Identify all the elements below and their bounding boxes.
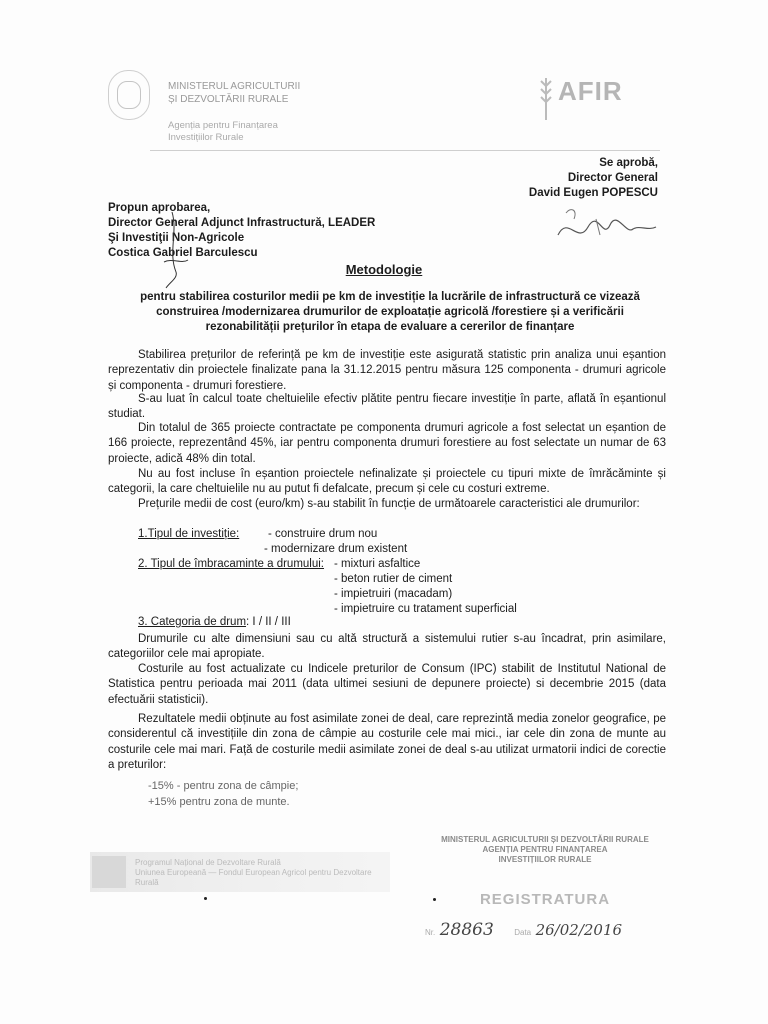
- investment-type-option: - construire drum nou: [268, 528, 378, 540]
- header-divider: [150, 150, 660, 151]
- surface-type-option: - mixturi asfaltice: [334, 558, 421, 570]
- paragraph-text: Din totalul de 365 proiecte contractate pe componenta drumuri agricole a fost selectat un eșantion de 166 proiecte, reprezentând 45%, iar pentru componenta drumuri forestiere au fost selectate un numar de 63 proiecte, adică 48% din total.: [108, 422, 666, 465]
- eu-flag-icon: [92, 856, 126, 888]
- eu-funding-text: [135, 858, 385, 888]
- stamp-nr-label: Nr.: [425, 928, 436, 937]
- approval-block: [529, 156, 658, 201]
- afir-logo: [538, 74, 628, 122]
- ink-mark: [204, 897, 207, 900]
- proposal-name: Costica Gabriel Barculescu: [108, 247, 258, 259]
- stamp-title: REGISTRATURA: [479, 891, 611, 908]
- proposal-block: [108, 201, 375, 261]
- road-category: [138, 615, 291, 630]
- stamp-date-label: Data: [514, 928, 532, 937]
- agency-header: [168, 120, 308, 144]
- proposal-role-cont: Şi Investiţii Non-Agricole: [108, 232, 245, 244]
- surface-type-option: - impietruiri (macadam): [334, 588, 453, 600]
- director-signature: [548, 205, 658, 250]
- paragraph: [108, 632, 666, 663]
- proposal-line: Propun aprobarea,: [108, 202, 211, 214]
- ministry-header: [168, 80, 338, 106]
- paragraph-text: Drumurile cu alte dimensiuni sau cu altă structură a sistemului rutier s-au încadrat, prin asimilare, categoriilor cele mai apropiate.: [108, 633, 666, 661]
- paragraph: [108, 712, 666, 773]
- coat-of-arms-icon: [117, 81, 141, 109]
- wheat-icon: [538, 74, 554, 122]
- paragraph: [108, 348, 666, 394]
- correction-mountain: +15% pentru zona de munte.: [148, 796, 290, 808]
- registration-stamp: [425, 835, 665, 975]
- stamp-line: MINISTERUL AGRICULTURII ȘI DEZVOLTĂRII RURALE: [441, 835, 649, 844]
- ministry-line: MINISTERUL AGRICULTURII: [168, 81, 301, 92]
- correction-plains: -15% - pentru zona de câmpie;: [148, 780, 299, 792]
- surface-type-label: 2. Tipul de îmbracaminte a drumului:: [138, 558, 325, 570]
- approval-role: Director General: [567, 172, 658, 184]
- paragraph-text: S-au luat în calcul toate cheltuielile efectiv plătite pentru fiecare investiție în parte, aflată în eșantionul studiat.: [108, 393, 666, 421]
- eu-line: Uniunea Europeană — Fondul European Agricol pentru Dezvoltare Rurală: [135, 868, 372, 887]
- paragraph: [108, 467, 666, 498]
- document-title: Metodologie: [345, 262, 423, 277]
- ministry-seal: [108, 70, 150, 120]
- road-category-value: : I / II / III: [246, 616, 291, 628]
- deputy-signature: [160, 212, 190, 292]
- paragraph-text: Prețurile medii de cost (euro/km) s-au stabilit în funcție de următoarele caracteristici ale drumurilor:: [138, 498, 640, 510]
- stamp-line: INVESTIȚIILOR RURALE: [498, 855, 592, 864]
- paragraph: [108, 662, 666, 708]
- investment-type-option: - modernizare drum existent: [264, 543, 408, 555]
- paragraph-text: Nu au fost incluse în eșantion proiectele nefinalizate și proiectele cu tipuri mixte de îmrăcăminte și categorii, la care cheltuielile nu au putut fi defalcate, precum și cele cu costuri extreme.: [108, 468, 666, 496]
- ministry-line: ȘI DEZVOLTĂRII RURALE: [168, 94, 289, 105]
- paragraph: [108, 497, 666, 512]
- paragraph: [108, 421, 666, 467]
- stamp-line: AGENȚIA PENTRU FINANȚAREA: [482, 845, 608, 854]
- stamp-date-value: 26/02/2016: [535, 921, 623, 939]
- afir-logo-text: AFIR: [558, 76, 623, 106]
- stamp-fields: [425, 920, 665, 940]
- agency-line: Investițiilor Rurale: [168, 132, 244, 143]
- approval-line: Se aprobă,: [599, 157, 658, 169]
- approval-name: David Eugen POPESCU: [528, 187, 658, 199]
- paragraph-text: Stabilirea prețurilor de referință pe km de investiție este asigurată statistic prin analiza unui eșantion reprezentativ din proiectele finalizate pana la 31.12.2015 pentru măsura 125 componenta - drumuri agricole și componenta - drumuri forestiere.: [108, 349, 666, 392]
- stamp-nr-value: 28863: [439, 920, 494, 940]
- proposal-role: Director General Adjunct Infrastructură, LEADER: [108, 217, 376, 229]
- document-subtitle: pentru stabilirea costurilor medii pe km de investiție la lucrările de infrastructură ce vizează construirea /modernizarea drumurilor de exploatație agricolă /forestiere și a verificării rezonabilității prețurilor în etapa de evaluare a cererilor de finanțare: [140, 291, 640, 333]
- agency-line: Agenția pentru Finanțarea: [168, 120, 278, 131]
- paragraph-text: Costurile au fost actualizate cu Indicele preturilor de Consum (IPC) stabilit de Institutul National de Statistica pentru perioada mai 2011 (data ultimei sesiuni de depunere proiecte) si decembrie 2015 (data efectuării statisticii).: [108, 663, 666, 706]
- road-category-label: 3. Categoria de drum: [138, 616, 247, 628]
- eu-line: Programul Național de Dezvoltare Rurală: [135, 858, 281, 867]
- paragraph: [108, 392, 666, 423]
- paragraph-text: Rezultatele medii obținute au fost asimilate zonei de deal, care reprezintă media zonelor geografice, pe considerentul că investițiile din zona de câmpie au costurile cele mai mici., iar cele din zona de munte au costurile cele mai mari. Față de costurile medii asimilate zonei de deal s-au utilizat urmatorii indici de corectie a preturilor:: [108, 713, 666, 771]
- surface-type-option: - beton rutier de ciment: [334, 573, 453, 585]
- surface-type-option: - impietruire cu tratament superficial: [334, 603, 517, 615]
- investment-type-label: 1.Tipul de investiție:: [138, 528, 240, 540]
